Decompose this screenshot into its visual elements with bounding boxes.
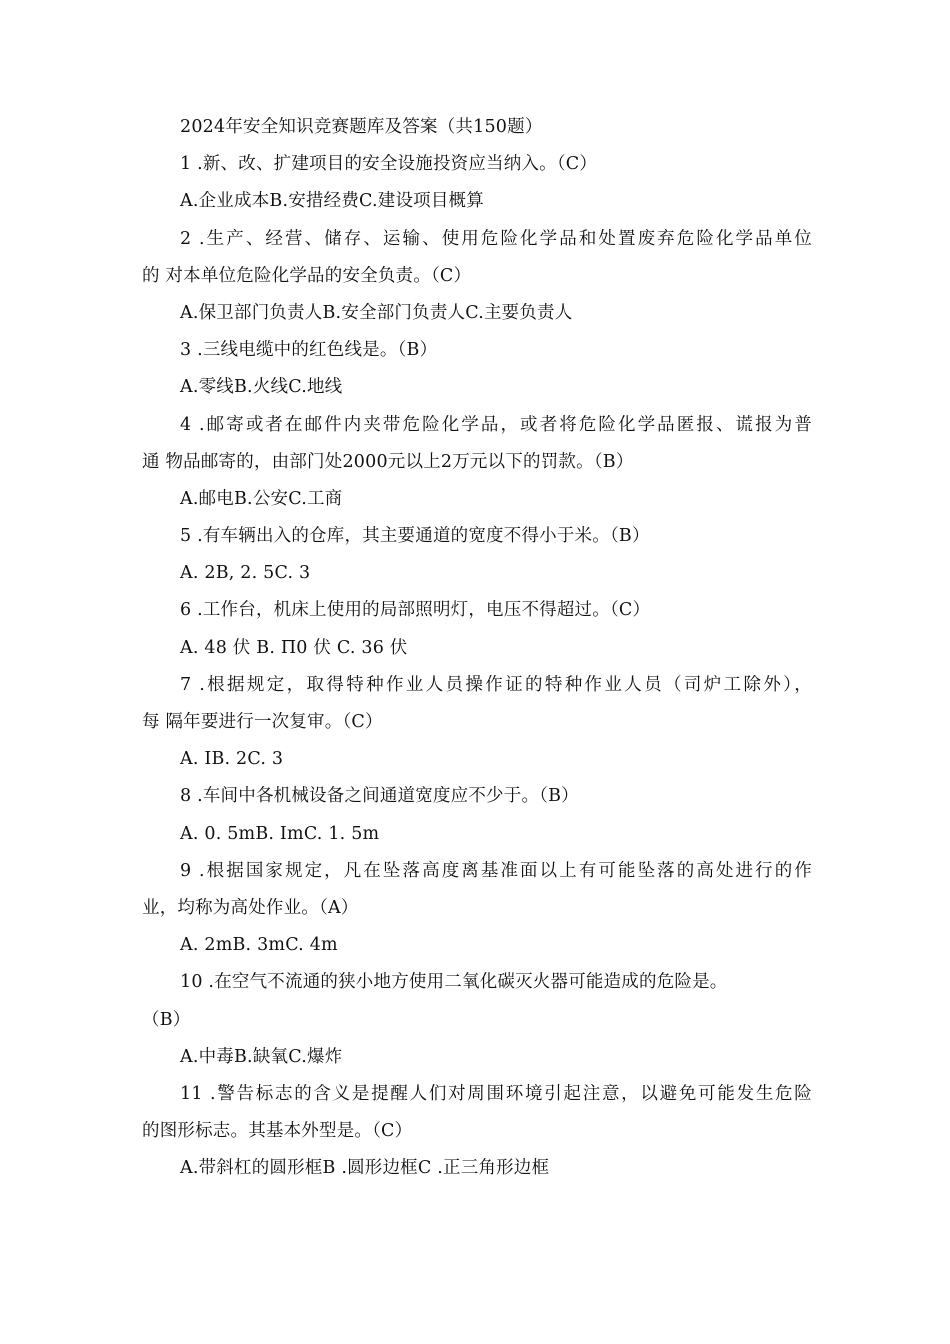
- question-2-line-1: 2 .生产、经营、储存、运输、使用危险化学品和处置废弃危险化学品单位: [180, 228, 812, 249]
- document-body: [142, 113, 812, 1191]
- question-9-line-1: 9 .根据国家规定，凡在坠落高度离基准面以上有可能坠落的高处进行的作: [180, 860, 812, 881]
- options-6: A. 48 伏 B. Π0 伏 C. 36 伏: [180, 637, 408, 658]
- question-4-line-2: 通 物品邮寄的，由部门处2000元以上2万元以下的罚款。（B）: [142, 451, 634, 472]
- question-11-line-2: 的图形标志。其基本外型是。（C）: [142, 1121, 413, 1142]
- options-2: A.保卫部门负责人B.安全部门负责人C.主要负责人: [180, 302, 573, 323]
- question-4-line-1: 4 .邮寄或者在邮件内夹带危险化学品，或者将危险化学品匿报、谎报为普: [180, 414, 812, 435]
- options-7: A. IB. 2C. 3: [180, 749, 284, 770]
- question-10-line-2: （B）: [142, 1009, 191, 1030]
- options-8: A. 0. 5mB. ImC. 1. 5m: [180, 823, 380, 844]
- question-9-line-2: 业，均称为高处作业。（A）: [142, 897, 359, 918]
- question-10-line-1: 10 .在空气不流通的狭小地方使用二氧化碳灭火器可能造成的危险是。: [180, 972, 728, 993]
- document-title: 2024年安全知识竞赛题库及答案（共150题）: [180, 117, 543, 137]
- question-7-line-2: 每 隔年要进行一次复审。（C）: [142, 712, 383, 732]
- question-1: 1 .新、改、扩建项目的安全设施投资应当纳入。（C）: [180, 154, 598, 175]
- options-1: A.企业成本B.安措经费C.建设项目概算: [180, 191, 484, 212]
- options-11: A.带斜杠的圆形框B .圆形边框C .正三角形边框: [180, 1158, 550, 1179]
- question-7-line-1: 7 .根据规定，取得特种作业人员操作证的特种作业人员（司炉工除外），: [180, 674, 812, 695]
- question-2-line-2: 的 对本单位危险化学品的安全负责。（C）: [142, 265, 472, 286]
- options-4: A.邮电B.公安C.工商: [180, 488, 343, 509]
- options-3: A.零线B.火线C.地线: [180, 377, 343, 398]
- options-10: A.中毒B.缺氧C.爆炸: [180, 1046, 343, 1067]
- question-3: 3 .三线电缆中的红色线是。（B）: [180, 340, 438, 361]
- options-5: A. 2B, 2. 5C. 3: [180, 563, 311, 584]
- question-8: 8 .车间中各机械设备之间通道宽度应不少于。（B）: [180, 786, 579, 807]
- question-11-line-1: 11 .警告标志的含义是提醒人们对周围环境引起注意，以避免可能发生危险: [180, 1083, 812, 1104]
- question-5: 5 .有车辆出入的仓库，其主要通道的宽度不得小于米。（B）: [180, 526, 650, 547]
- question-6: 6 .工作台，机床上使用的局部照明灯，电压不得超过。（C）: [180, 600, 651, 621]
- options-9: A. 2mB. 3mC. 4m: [180, 935, 338, 956]
